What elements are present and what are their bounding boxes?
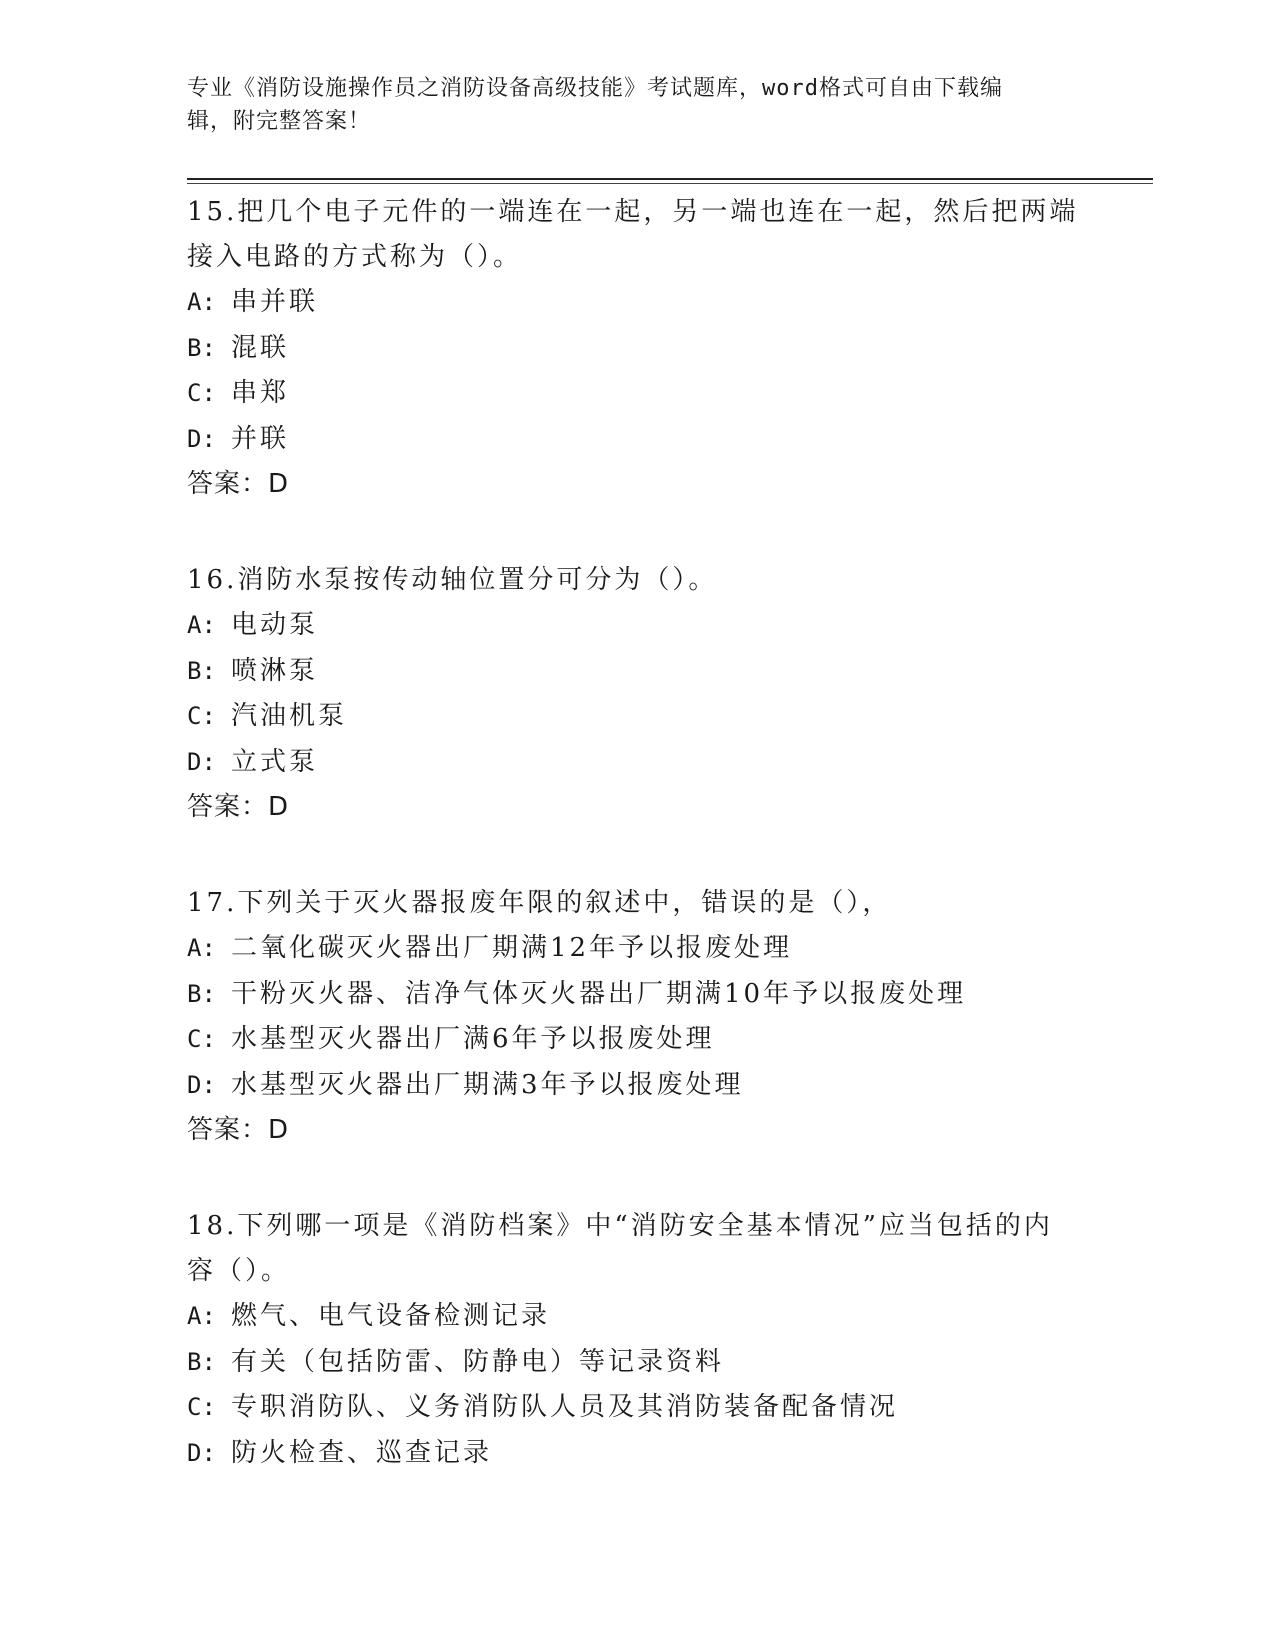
option-letter: D: — [187, 1070, 216, 1099]
option-letter: B: — [187, 656, 216, 685]
option-b — [187, 972, 1087, 1018]
option-d — [187, 1431, 1087, 1477]
option-text: 混联 — [231, 332, 290, 363]
answer-line: 答案：D — [187, 792, 290, 822]
option-a — [187, 1294, 1087, 1340]
option-letter: B: — [187, 333, 216, 362]
option-text: 汽油机泵 — [231, 701, 348, 731]
option-d — [187, 417, 1087, 463]
option-text: 干粉灭火器、洁净气体灭火器出厂期满10年予以报废处理 — [231, 978, 967, 1009]
header-line-1: 专业《消防设施操作员之消防设备高级技能》考试题库，word格式可自由下载编 — [187, 76, 1003, 101]
option-text: 燃气、电气设备检测记录 — [231, 1301, 551, 1331]
option-letter: C: — [187, 702, 216, 730]
option-b — [187, 1340, 1087, 1386]
answer-line: 答案：D — [187, 1115, 290, 1145]
header-divider-thin — [187, 183, 1153, 184]
option-text: 水基型灭火器出厂期满3年予以报废处理 — [231, 1069, 744, 1100]
option-c — [187, 694, 1087, 740]
option-b — [187, 326, 1087, 372]
option-text: 电动泵 — [231, 610, 319, 640]
option-c — [187, 1385, 1087, 1431]
option-text: 二氧化碳灭火器出厂期满12年予以报废处理 — [231, 933, 793, 963]
option-c — [187, 1017, 1087, 1063]
header-line-2: 辑，附完整答案！ — [187, 109, 372, 134]
option-text: 喷淋泵 — [231, 655, 319, 686]
option-text: 专职消防队、义务消防队人员及其消防装备配备情况 — [231, 1392, 899, 1422]
option-letter: C: — [187, 1025, 216, 1053]
option-letter: D: — [187, 1438, 216, 1467]
option-letter: D: — [187, 424, 216, 453]
question-stem-line-1: 18.下列哪一项是《消防档案》中“消防安全基本情况”应当包括的内 — [187, 1211, 1053, 1241]
question-15 — [187, 190, 1087, 507]
option-letter: C: — [187, 1393, 216, 1421]
option-text: 串郑 — [231, 378, 290, 408]
option-a — [187, 603, 1087, 649]
option-letter: C: — [187, 379, 216, 407]
option-d — [187, 740, 1087, 786]
answer-line: 答案：D — [187, 469, 290, 499]
question-list — [187, 190, 1087, 1527]
option-letter: A: — [187, 1302, 216, 1330]
option-text: 立式泵 — [231, 746, 319, 777]
question-stem-line-2: 接入电路的方式称为（）。 — [187, 242, 523, 272]
document-header — [187, 72, 1067, 138]
option-letter: B: — [187, 1347, 216, 1376]
option-letter: A: — [187, 288, 216, 316]
option-letter: A: — [187, 934, 216, 962]
header-divider-thick — [187, 178, 1153, 180]
option-letter: D: — [187, 747, 216, 776]
option-text: 防火检查、巡查记录 — [231, 1437, 493, 1468]
option-text: 并联 — [231, 423, 290, 454]
option-letter: A: — [187, 611, 216, 639]
question-16 — [187, 558, 1087, 830]
option-text: 水基型灭火器出厂满6年予以报废处理 — [231, 1024, 715, 1054]
question-stem — [187, 558, 1087, 603]
option-a — [187, 926, 1087, 972]
question-stem — [187, 1204, 1087, 1294]
option-c — [187, 371, 1087, 417]
question-stem-line-1: 15.把几个电子元件的一端连在一起，另一端也连在一起，然后把两端 — [187, 197, 1079, 227]
option-b — [187, 649, 1087, 695]
option-text: 有关（包括防雷、防静电）等记录资料 — [231, 1346, 725, 1377]
question-stem-line-1: 17.下列关于灭火器报废年限的叙述中，错误的是（）， — [187, 888, 892, 918]
question-stem — [187, 881, 1087, 926]
question-stem — [187, 190, 1087, 280]
option-text: 串并联 — [231, 287, 319, 317]
option-a — [187, 280, 1087, 326]
option-letter: B: — [187, 979, 216, 1008]
question-18 — [187, 1204, 1087, 1476]
question-17 — [187, 881, 1087, 1153]
option-d — [187, 1063, 1087, 1109]
question-stem-line-1: 16.消防水泵按传动轴位置分可分为（）。 — [187, 565, 718, 595]
question-stem-line-2: 容（）。 — [187, 1256, 291, 1286]
